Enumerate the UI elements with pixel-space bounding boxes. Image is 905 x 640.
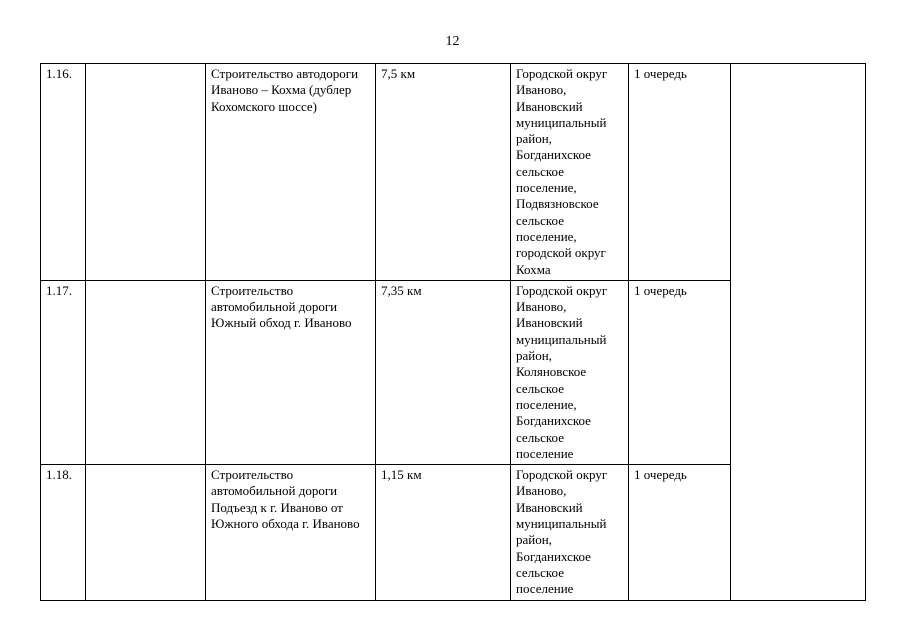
- location-cell: Городской округ Иваново, Ивановский муниципальный район, Богданихское сельское поселение: [511, 465, 629, 600]
- empty-cell: [86, 64, 206, 281]
- location-cell: Городской округ Иваново, Ивановский муниципальный район, Богданихское сельское поселение, Подвязновское сельское поселение, городской округ Кохма: [511, 64, 629, 281]
- empty-cell: [86, 465, 206, 600]
- description-cell: Строительство автодороги Иваново – Кохма (дублер Кохомского шоссе): [206, 64, 376, 281]
- priority-cell: 1 очередь: [629, 280, 731, 464]
- location-cell: Городской округ Иваново, Ивановский муниципальный район, Коляновское сельское поселение, Богданихское сельское поселение: [511, 280, 629, 464]
- description-cell: Строительство автомобильной дороги Южный обход г. Иваново: [206, 280, 376, 464]
- length-cell: 1,15 км: [376, 465, 511, 600]
- priority-cell: 1 очередь: [629, 465, 731, 600]
- row-number-cell: 1.17.: [41, 280, 86, 464]
- page-number: 12: [445, 34, 460, 49]
- row-number-cell: 1.16.: [41, 64, 86, 281]
- projects-table: [40, 63, 866, 601]
- empty-cell: [86, 280, 206, 464]
- priority-cell: 1 очередь: [629, 64, 731, 281]
- length-cell: 7,5 км: [376, 64, 511, 281]
- row-number-cell: 1.18.: [41, 465, 86, 600]
- table-row: [41, 64, 866, 281]
- description-cell: Строительство автомобильной дороги Подъезд к г. Иваново от Южного обхода г. Иваново: [206, 465, 376, 600]
- empty-merged-cell: [731, 64, 866, 601]
- length-cell: 7,35 км: [376, 280, 511, 464]
